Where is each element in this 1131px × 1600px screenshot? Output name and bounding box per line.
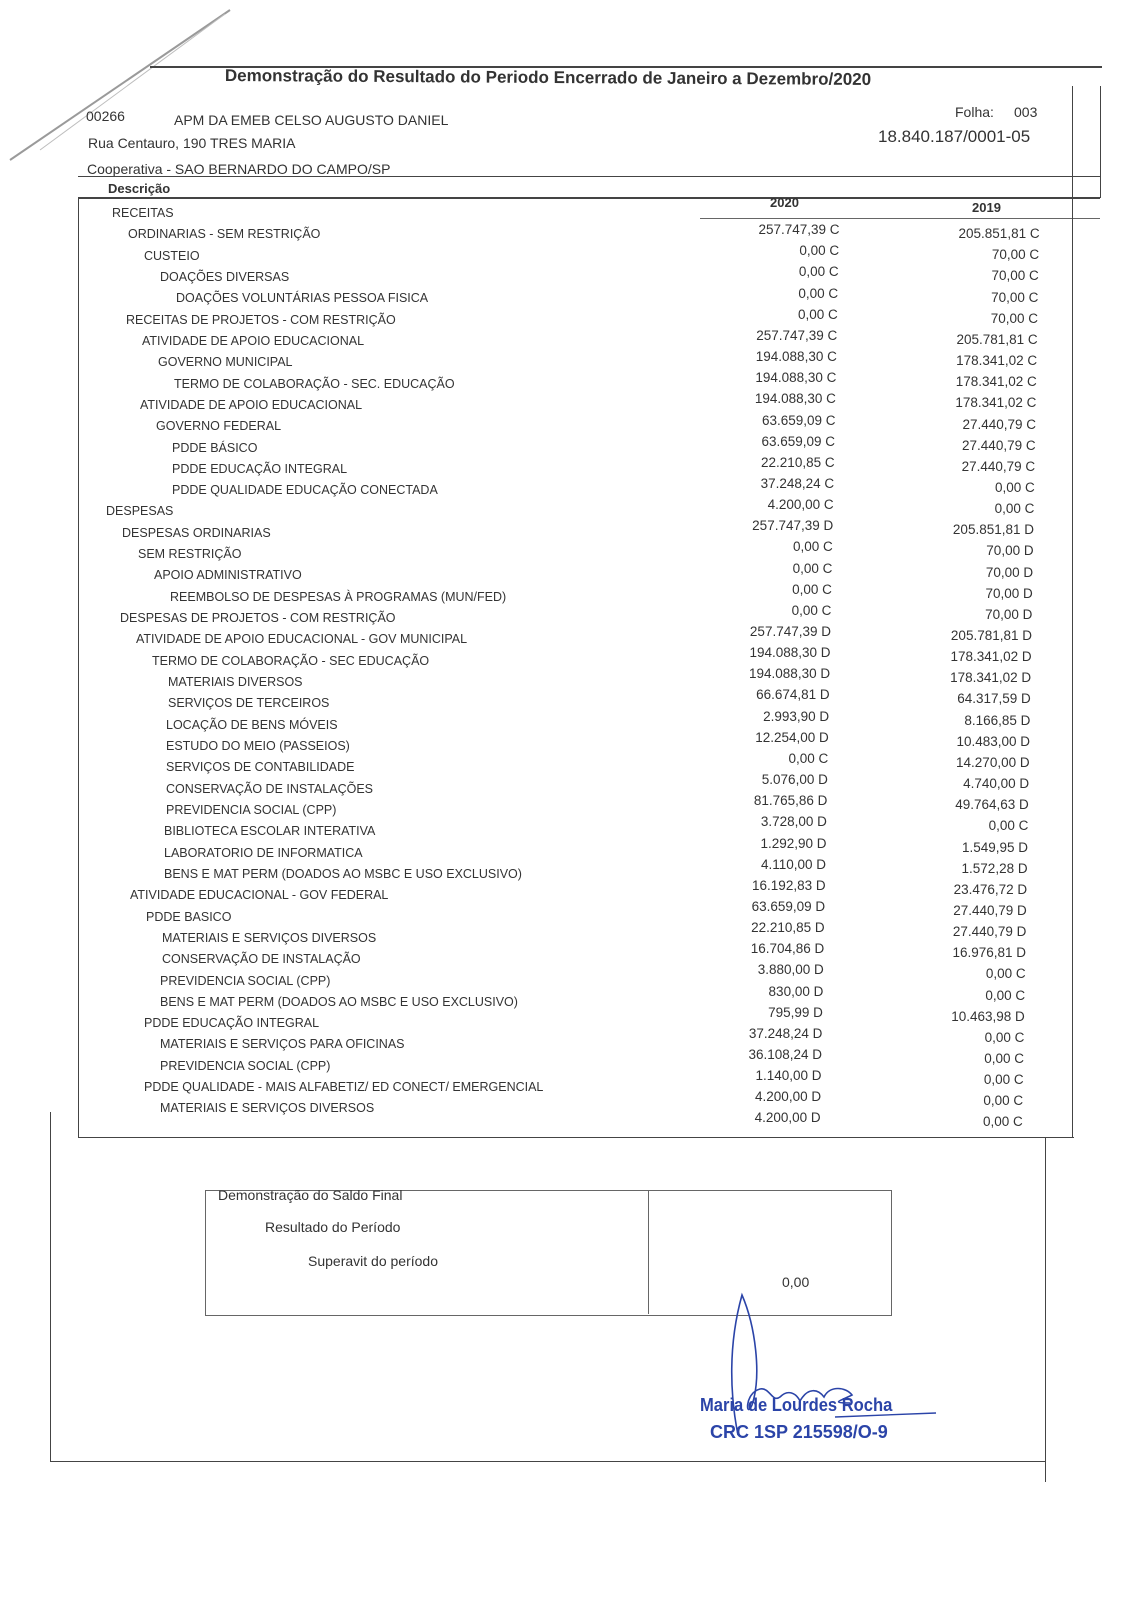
row-label: MATERIAIS DIVERSOS (168, 675, 303, 690)
row-label: PDDE QUALIDADE - MAIS ALFABETIZ/ ED CONECT/ EMERGENCIAL (144, 1080, 544, 1095)
row-label: MATERIAIS E SERVIÇOS DIVERSOS (160, 1101, 375, 1116)
row-label: DESPESAS ORDINARIAS (122, 525, 271, 540)
saldo-final-title: Demonstração do Saldo Final (218, 1187, 403, 1203)
value-2020: 4.200,00 C (767, 497, 834, 513)
value-2020: 0,00 C (788, 750, 829, 766)
row-label: MATERIAIS E SERVIÇOS DIVERSOS (162, 930, 377, 945)
row-label: DOAÇÕES DIVERSAS (160, 269, 290, 284)
value-2020: 2.993,90 D (763, 708, 830, 724)
value-2019: 27.440,79 C (962, 416, 1036, 432)
row-label: PREVIDENCIA SOCIAL (CPP) (160, 1058, 331, 1073)
value-2020: 194.088,30 C (755, 349, 837, 365)
value-2019: 1.549,95 D (961, 839, 1028, 855)
row-label: BIBLIOTECA ESCOLAR INTERATIVA (164, 824, 376, 839)
value-2019: 70,00 C (991, 268, 1039, 284)
row-label: SERVIÇOS DE CONTABILIDADE (166, 760, 355, 775)
value-2019: 64.317,59 D (957, 691, 1031, 707)
page-bottom-rule (50, 1461, 1046, 1462)
document-title: Demonstração do Resultado do Periodo Encerrado de Janeiro a Dezembro/2020 (224, 66, 872, 89)
cnpj: 18.840.187/0001-05 (878, 127, 1031, 146)
row-label: RECEITAS (112, 206, 174, 220)
resultado-periodo: Resultado do Período (265, 1219, 401, 1235)
value-2020: 36.108,24 D (748, 1047, 822, 1062)
value-2019: 27.440,79 D (952, 924, 1027, 940)
column-header-descricao: Descrição (108, 181, 171, 196)
value-2020: 257.747,39 D (749, 624, 831, 639)
row-label: SEM RESTRIÇÃO (138, 547, 242, 562)
value-2020: 37.248,24 C (760, 475, 835, 491)
value-2020: 16.192,83 D (752, 877, 826, 893)
value-2020: 194.088,30 C (755, 370, 837, 386)
value-2019: 0,00 C (983, 1093, 1024, 1109)
row-label: PREVIDENCIA SOCIAL (CPP) (160, 973, 331, 988)
table-left-rule (78, 198, 79, 1138)
value-2019: 0,00 C (983, 1114, 1023, 1130)
value-2020: 63.659,09 D (751, 898, 826, 914)
table-top-rule (78, 197, 1100, 199)
value-2020: 1.140,00 D (755, 1068, 822, 1084)
value-2020: 795,99 D (768, 1004, 823, 1020)
row-label: PDDE BASICO (146, 909, 232, 924)
row-label: BENS E MAT PERM (DOADOS AO MSBC E USO EXCLUSIVO) (164, 866, 522, 881)
row-label: APOIO ADMINISTRATIVO (154, 568, 302, 583)
row-label: LABORATORIO DE INFORMATICA (164, 845, 363, 860)
saldo-final-divider (648, 1190, 649, 1314)
entity-address: Rua Centauro, 190 TRES MARIA (88, 135, 296, 151)
value-2020: 0,00 C (797, 306, 838, 322)
value-2019: 178.341,02 C (955, 374, 1037, 390)
row-label: BENS E MAT PERM (DOADOS AO MSBC E USO EXCLUSIVO) (160, 994, 518, 1009)
value-2020: 22.210,85 D (751, 920, 825, 936)
column-header-rule (700, 218, 1100, 219)
value-2020: 0,00 C (792, 581, 832, 597)
value-2019: 0,00 C (984, 1051, 1024, 1066)
value-2020: 257.747,39 C (758, 222, 840, 238)
value-2019: 205.781,81 C (956, 331, 1038, 347)
value-2019: 0,00 C (995, 479, 1035, 495)
value-2019: 178.341,02 C (956, 353, 1038, 369)
row-label: LOCAÇÃO DE BENS MÓVEIS (166, 717, 338, 732)
folha-label: Folha: (955, 104, 994, 120)
frame-right-rule (1100, 86, 1101, 198)
row-label: GOVERNO FEDERAL (156, 419, 282, 434)
value-2020: 0,00 C (793, 539, 833, 555)
row-label: CUSTEIO (144, 248, 200, 263)
page-left-rule (50, 1112, 51, 1462)
value-2020: 66.674,81 D (756, 687, 830, 703)
value-2019: 1.572,28 D (961, 860, 1028, 876)
value-2020: 194.088,30 C (754, 391, 836, 407)
value-2019: 70,00 D (986, 543, 1034, 559)
row-label: TERMO DE COLABORAÇÃO - SEC. EDUCAÇÃO (174, 376, 455, 391)
row-label: REEMBOLSO DE DESPESAS À PROGRAMAS (MUN/FED) (170, 589, 507, 604)
folha-value: 003 (1014, 104, 1038, 120)
value-2019: 14.270,00 D (956, 754, 1030, 770)
row-label: GOVERNO MUNICIPAL (158, 355, 293, 370)
row-label: RECEITAS DE PROJETOS - COM RESTRIÇÃO (126, 312, 396, 327)
value-2019: 27.440,79 D (953, 902, 1027, 918)
value-2020: 194.088,30 D (749, 645, 831, 661)
value-2019: 0,00 C (985, 987, 1026, 1003)
row-label: PREVIDENCIA SOCIAL (CPP) (166, 802, 337, 817)
superavit-periodo: Superavit do período (308, 1253, 438, 1269)
value-2019: 0,00 C (984, 1029, 1025, 1045)
saldo-final-value: 0,00 (782, 1274, 810, 1290)
value-2019: 70,00 D (985, 564, 1034, 580)
header-rule (78, 176, 1100, 177)
row-label: TERMO DE COLABORAÇÃO - SEC EDUCAÇÃO (152, 653, 430, 668)
row-label: DESPESAS DE PROJETOS - COM RESTRIÇÃO (120, 611, 396, 626)
value-2019: 178.341,02 C (955, 395, 1037, 411)
value-2019: 0,00 C (985, 966, 1026, 982)
value-2019: 0,00 C (988, 818, 1029, 834)
signatory-name: Maria de Lourdes Rocha (700, 1395, 893, 1415)
value-2019: 23.476,72 D (953, 881, 1028, 897)
value-2019: 70,00 D (985, 585, 1033, 601)
value-2019: 178.341,02 D (950, 670, 1032, 686)
row-label: DOAÇÕES VOLUNTÁRIAS PESSOA FISICA (176, 291, 429, 306)
value-2019: 205.851,81 D (952, 522, 1034, 538)
value-2019: 49.764,63 D (955, 797, 1029, 813)
value-2020: 12.254,00 D (755, 729, 829, 745)
row-label: PDDE EDUCAÇÃO INTEGRAL (172, 461, 348, 476)
value-2020: 4.200,00 D (754, 1110, 821, 1126)
row-label: ESTUDO DO MEIO (PASSEIOS) (166, 739, 350, 753)
value-2020: 63.659,09 C (761, 433, 836, 449)
value-2020: 37.248,24 D (748, 1025, 823, 1041)
value-2020: 194.088,30 D (749, 666, 831, 682)
value-2020: 22.210,85 C (761, 454, 835, 470)
value-2020: 3.728,00 D (760, 814, 827, 830)
value-2020: 63.659,09 C (761, 412, 836, 428)
value-2020: 81.765,86 D (753, 793, 828, 809)
row-label: ATIVIDADE DE APOIO EDUCACIONAL - GOV MUNICIPAL (136, 632, 468, 647)
row-label: PDDE BÁSICO (172, 440, 258, 455)
entity-name: APM DA EMEB CELSO AUGUSTO DANIEL (174, 112, 449, 128)
row-label: ORDINARIAS - SEM RESTRIÇÃO (128, 227, 321, 242)
value-2020: 4.110,00 D (760, 856, 827, 872)
value-2020: 0,00 C (798, 264, 839, 280)
value-2020: 3.880,00 D (757, 962, 824, 978)
value-2019: 16.976,81 D (952, 945, 1026, 961)
value-2020: 257.747,39 D (752, 518, 834, 534)
page-right-rule (1045, 1137, 1046, 1482)
value-2020: 1.292,90 D (760, 835, 827, 851)
signatory-crc: CRC 1SP 215598/O-9 (710, 1422, 888, 1442)
value-2019: 178.341,02 D (950, 649, 1032, 665)
table-bottom-rule (78, 1137, 1074, 1138)
value-2019: 0,00 C (994, 501, 1035, 517)
value-2020: 16.704,86 D (750, 941, 825, 957)
value-2019: 205.851,81 C (958, 226, 1040, 242)
row-label: PDDE QUALIDADE EDUCAÇÃO CONECTADA (172, 483, 438, 498)
entity-code: 00266 (86, 108, 125, 124)
column-header-2019: 2019 (972, 200, 1001, 215)
value-2019: 205.781,81 D (950, 628, 1032, 643)
row-label: ATIVIDADE EDUCACIONAL - GOV FEDERAL (130, 888, 389, 903)
value-2019: 27.440,79 C (962, 437, 1036, 453)
cooperativa: Cooperativa - SAO BERNARDO DO CAMPO/SP (87, 161, 391, 177)
value-2019: 0,00 C (983, 1072, 1024, 1088)
value-2020: 0,00 C (799, 243, 840, 259)
value-2019: 70,00 D (985, 606, 1033, 622)
value-2019: 70,00 C (990, 310, 1038, 326)
row-label: MATERIAIS E SERVIÇOS PARA OFICINAS (160, 1037, 405, 1052)
value-2019: 10.463,98 D (951, 1008, 1025, 1024)
value-2019: 8.166,85 D (964, 712, 1031, 728)
table-right-rule (1072, 86, 1073, 1138)
row-label: CONSERVAÇÃO DE INSTALAÇÕES (166, 781, 373, 796)
value-2019: 10.483,00 D (956, 733, 1030, 749)
value-2020: 830,00 D (768, 983, 824, 999)
value-2019: 70,00 C (991, 247, 1040, 263)
value-2019: 4.740,00 D (963, 776, 1030, 792)
column-header-2020: 2020 (770, 195, 799, 210)
row-label: CONSERVAÇÃO DE INSTALAÇÃO (162, 952, 361, 967)
row-label: PDDE EDUCAÇÃO INTEGRAL (144, 1016, 320, 1031)
value-2020: 5.076,00 D (761, 772, 828, 788)
value-2020: 257.747,39 C (756, 327, 838, 343)
row-label: DESPESAS (106, 504, 174, 519)
row-label: ATIVIDADE DE APOIO EDUCACIONAL (140, 397, 363, 412)
row-label: ATIVIDADE DE APOIO EDUCACIONAL (142, 333, 365, 348)
value-2020: 0,00 C (792, 560, 833, 576)
signature-scribble (700, 1285, 940, 1445)
value-2020: 4.200,00 D (755, 1089, 822, 1105)
value-2020: 0,00 C (798, 285, 839, 301)
value-2020: 0,00 C (791, 602, 832, 618)
row-label: SERVIÇOS DE TERCEIROS (168, 696, 330, 711)
value-2019: 27.440,79 C (961, 458, 1036, 474)
value-2019: 70,00 C (991, 289, 1039, 305)
